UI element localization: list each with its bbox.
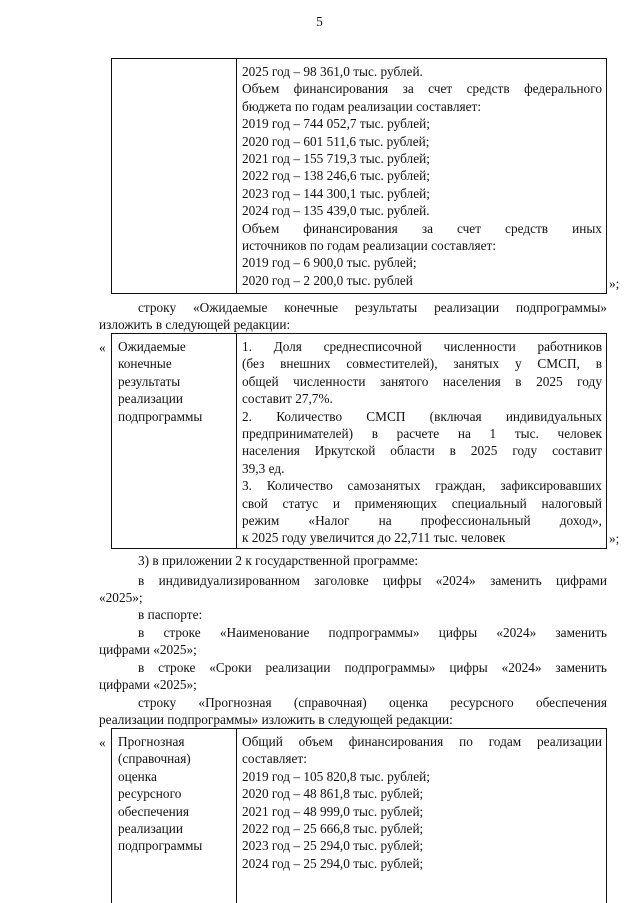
text-line: Прогнозная [118,734,185,749]
replace1-line1 [138,572,607,589]
word: налоговый [541,495,602,511]
word: цифрами [556,573,607,588]
text-line: оценка [118,768,157,784]
text-line: (справочная) [118,751,191,767]
word: на [457,426,471,441]
word: за [402,81,414,97]
word: в [138,660,145,675]
word: подпрограммы» [328,625,420,640]
text-line [242,220,602,237]
word: в [449,443,456,459]
word: иных [572,220,602,236]
funding-table-continued [111,58,607,294]
word: населения [242,443,300,459]
text-line [242,495,602,512]
word: предпринимателей) [242,426,354,441]
text-line [242,512,602,529]
word: (справочная) [293,695,367,710]
text-line: 2020 год – 2 200,0 тыс. рублей [242,272,413,288]
word: счет [428,81,453,97]
word: населения [442,373,501,389]
table2-label-cell [112,334,237,548]
word: за [421,220,433,236]
word: ресурсного [450,695,514,710]
text-line [242,733,602,750]
word: строку [138,695,177,710]
word: «2024» [435,573,476,588]
word: реализации [536,734,602,749]
text-line: 2022 год – 138 246,6 тыс. рублей; [242,168,430,184]
table3-value-cell [237,729,606,903]
word: «2024» [501,660,542,675]
word: специальный [451,495,527,511]
text-line: реализации [118,391,183,407]
word: Объем [242,220,280,236]
word: заменить [555,660,607,675]
word: 1. [242,339,252,354]
text-line: 2021 год – 155 719,3 тыс. рублей; [242,151,430,166]
text-line: 2019 год – 6 900,0 тыс. рублей; [242,255,417,271]
text-line: 2021 год – 48 999,0 тыс. рублей; [242,803,424,819]
text-line: 2024 год – 25 294,0 тыс. рублей; [242,855,424,871]
text-line: 39,3 ед. [242,460,285,476]
word: составит [552,443,602,459]
text-line: 2019 год – 105 820,8 тыс. рублей; [242,768,430,784]
word: подпрограммы» [515,300,607,315]
word: счет [456,220,482,236]
word: режим [242,513,280,528]
word: в [515,373,522,389]
expected-results-table [111,333,607,549]
word: свой [242,495,268,511]
word: заменить [555,625,607,640]
word: области [390,443,435,459]
word: реализации [265,660,331,675]
word: в [138,625,145,640]
word: самозанятых [347,478,421,494]
text-line [242,373,602,390]
word: годам [488,734,522,749]
word: внешних [280,356,331,372]
text-line [242,408,602,425]
word: строке [158,660,196,675]
word: 3. [242,478,252,494]
replace3-line1 [138,659,607,676]
word: средств [505,220,549,236]
para1-line2: изложить в следующей редакции: [99,317,291,332]
word: Количество [266,478,333,494]
text-line: 2020 год – 48 861,8 тыс. рублей; [242,786,424,802]
word: СМСП, [537,356,580,372]
word: заменить [490,573,542,588]
word: подпрограммы» [344,660,436,675]
row-line2: реализации подпрограммы» изложить в следующей редакции: [99,712,453,727]
text-line [242,425,602,442]
row-line1 [138,694,607,711]
text-line: 2022 год – 25 666,8 тыс. рублей; [242,821,424,836]
word: «Сроки [209,660,252,675]
text-line [242,80,602,97]
word: цифры [449,660,488,675]
text-line [242,355,602,372]
word: оценка [388,695,428,710]
text-line: 2019 год – 744 052,7 тыс. рублей; [242,116,430,132]
word: расчете [396,426,440,441]
replace2-line2: цифрами «2025»; [99,642,197,657]
table2-value-cell [237,334,606,548]
word: цифры [382,573,422,588]
word: 1 [489,426,497,441]
passport-heading: в паспорте: [138,607,203,622]
word: индивидуальных [505,408,602,424]
word: применяющих [354,495,438,511]
text-line: подпрограммы [118,838,203,854]
text-line [242,338,602,355]
table3-label-cell [112,729,237,903]
text-line: Ожидаемые [118,339,186,354]
word: Доля [273,339,302,354]
table2-close-mark: »; [609,531,620,546]
word: статус [282,495,319,511]
word: тыс. [514,426,539,441]
word: объем [298,734,333,749]
word: СМСП [366,408,406,424]
word: году [512,443,538,459]
word: среднесписочной [323,339,422,354]
word: работников [537,339,602,354]
text-line: 2023 год – 144 300,1 тыс. рублей; [242,185,430,201]
word: численности [293,373,366,389]
text-line: подпрограммы [118,408,203,424]
word: средств [466,81,510,97]
text-line: ресурсного [118,786,182,802]
item-3-heading: 3) в приложении 2 к государственной программе: [138,553,419,568]
table3-open-mark: « [99,735,106,750]
text-line: реализации [118,821,183,836]
word: граждан, [435,478,486,494]
word: реализации [434,300,500,315]
word: обеспечения [535,695,607,710]
word: результаты [354,300,418,315]
word: конечные [284,300,339,315]
table2-open-mark: « [99,340,106,355]
word: «Прогнозная [198,695,272,710]
text-line: бюджета по годам реализации составляет: [242,98,482,114]
word: совместителей), [346,356,438,372]
word: строке [163,625,201,640]
word: заголовке [314,573,369,588]
word: Иркутской [314,443,376,459]
word: человек [557,426,602,441]
word: строку [138,300,177,315]
word: по [459,734,473,749]
table1-close-mark: »; [609,276,620,291]
word: в [138,573,145,588]
page-number: 5 [316,14,323,29]
word: «Ожидаемые [193,300,268,315]
table1-value-cell [237,59,606,293]
replace3-line2: цифрами «2025»; [99,677,197,692]
word: и [332,495,340,511]
word: Объем [242,81,280,97]
word: занятого [379,373,429,389]
word: на [378,513,392,528]
text-line: обеспечения [118,803,189,819]
word: финансирования [303,220,398,236]
word: федерального [524,81,602,97]
replace2-line1 [138,624,607,641]
word: финансирования [348,734,444,749]
word: «Наименование [219,625,310,640]
word: 2025 [536,373,563,389]
text-line: 2020 год – 601 511,6 тыс. рублей; [242,133,430,149]
word: Количество [276,408,343,424]
text-line: составит 27,7%. [242,391,333,407]
text-line: источников по годам реализации составляет: [242,238,497,253]
word: «Налог [308,513,350,528]
text-line [242,477,602,494]
text-line: составляет: [242,751,307,767]
word: в [371,426,378,441]
resource-forecast-table [111,728,607,903]
word: численности [443,339,516,354]
text-line: к 2025 году увеличится до 22,711 тыс. человек [242,530,506,546]
word: доход», [559,513,602,528]
word: зафиксировавших [500,478,602,494]
text-line: 2025 год – 98 361,0 тыс. рублей. [242,64,423,79]
word: Общий [242,734,283,749]
text-line [242,442,602,459]
word: 2. [242,408,252,424]
word: занятых [453,356,500,372]
word: (включая [429,408,482,424]
word: профессиональный [420,513,531,528]
word: 2025 [470,443,498,459]
text-line: 2024 год – 135 439,0 тыс. рублей. [242,203,430,219]
word: финансирования [293,81,389,97]
word: (без [242,356,265,372]
word: индивидуализированном [158,573,300,588]
word: году [577,373,602,389]
para1-line1 [138,299,607,316]
text-line: конечные [118,356,172,372]
word: в [595,356,602,372]
text-line: результаты [118,373,181,389]
word: «2024» [496,625,537,640]
word: у [514,356,522,372]
text-line: 2023 год – 25 294,0 тыс. рублей; [242,838,424,854]
word: цифры [438,625,478,640]
table1-label-cell [112,59,237,293]
replace1-line2: «2025»; [99,590,143,605]
word: общей [242,373,279,389]
